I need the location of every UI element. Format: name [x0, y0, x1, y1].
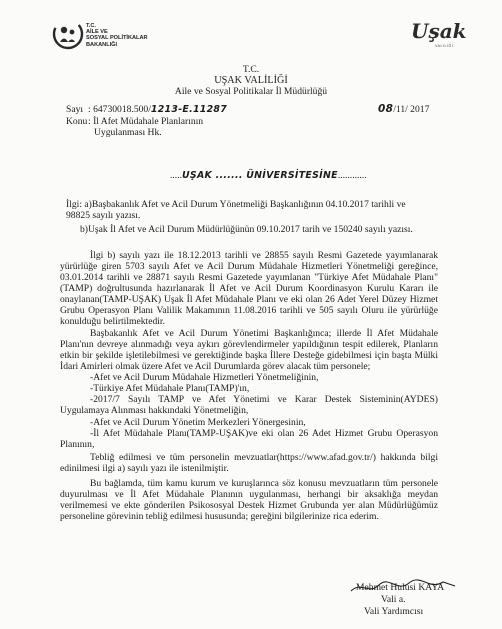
- heading-mudurluk: Aile ve Sosyal Politikalar İl Müdürlüğü: [174, 86, 328, 97]
- paragraph-3: Tebliğ edilmesi ve tüm personelin mevzuatlar(https://www.afad.gov.tr/) hakkında bilgi edinilmesi ilgi a) sayılı yazı ile istenilmiştir.: [60, 452, 438, 474]
- ilgi-b: b)Uşak İl Afet ve Acil Durum Müdürlüğünün 09.10.2017 tarih ve 150240 sayılı yazısı.: [80, 224, 413, 235]
- list-item-4: -Afet ve Acil Durum Yönetim Merkezleri Yönergesinin,: [90, 417, 306, 428]
- addressee: [170, 170, 367, 181]
- logo-line-2: SOSYAL POLİTİKALAR: [86, 35, 148, 42]
- sayi-handwritten: 1213-E.11287: [150, 104, 228, 115]
- list-item-2: -Türkiye Afet Müdahale Planı(TAMP)'ın,: [90, 383, 250, 394]
- addressee-dots-after: ............: [337, 170, 367, 181]
- date-handwritten: 08: [378, 103, 394, 115]
- konu-value-2: Uygulanması Hk.: [94, 127, 162, 138]
- ilgi-a-line-2: 98825 sayılı yazısı.: [66, 210, 141, 221]
- usak-logo: [411, 14, 471, 52]
- konu-label: Konu: [66, 116, 88, 127]
- signature-name: Mehmet Hulusi KAYA: [356, 582, 445, 593]
- heading-tc: T.C.: [242, 64, 260, 75]
- sayi-value: [88, 104, 227, 115]
- ministry-logo: [52, 14, 172, 56]
- sayi-number: : 64730018.500/: [88, 104, 151, 115]
- konu-value: : İl Afet Müdahale Planlarının: [88, 116, 204, 127]
- signature-title-2: Vali Yardımcısı: [364, 606, 424, 617]
- addressee-dots-before: .....: [170, 170, 182, 181]
- usak-logo-word: Uşak: [411, 19, 467, 43]
- addressee-handwritten: UŞAK ....... ÜNİVERSİTESİNE: [182, 170, 338, 181]
- paragraph-1: İlgi b) sayılı yazı ile 18.12.2013 tarihli ve 28855 sayılı Resmi Gazetede yayımlanarak yürürlüğe giren 5703 sayılı Afet ve Acil Durum Müdahale Hizmetleri Yönetmeliği gereğince, 03.01.2014 tarihli ve 28871 sayılı Resmi Gazetede yayımlanan "Türkiye Afet Müdahale Planı"(TAMP) doğrultusunda hazırlanarak İl Afet ve Acil Durum Koordinasyon Kurulu Kararı ile onaylanan(TAMP-UŞAK) Uşak İl Afet Müdahale Planı ve eki olan 26 Adet Yerel Düzey Hizmet Grubu Operasyon Planı Valilik Makamının 11.08.2016 tarihli ve 505 sayılı Oluru ile yürürlüğe konulduğu belirtilmektedir.: [60, 250, 438, 327]
- family-logo-icon: [52, 18, 84, 50]
- heading-valilik: UŞAK VALİLİĞİ: [214, 75, 288, 86]
- signature-title-1: Vali a.: [381, 594, 406, 605]
- paragraph-4: Bu bağlamda, tüm kamu kurum ve kuruşlarınca söz konusu mevzuatların tüm personele duyurulması ve İl Afet Müdahale Planının uygulanması, herhangi bir aksaklığa meydan verilmemesi ve ekte gönderilen Psikososyal Destek Hizmet Grubunda yer alan Müdürlüğümüz personeline görevinin tebliğ edilmesi hususunda; gereğini bilgilerinize rica ederim.: [60, 478, 438, 522]
- logo-line-3: BAKANLIĞI: [86, 41, 118, 48]
- date-rest: /11/ 2017: [393, 104, 430, 115]
- document-date: [378, 104, 429, 115]
- list-item-3: -2017/7 Sayılı TAMP ve Afet Yönetimi ve Karar Destek Sisteminin(AYDES) Uygulamaya Alınması hakkındaki Yönetmeliğin,: [60, 394, 438, 416]
- logo-line-1: AİLE VE: [86, 29, 108, 36]
- logo-small-text: T.C.: [86, 23, 96, 29]
- sayi-label: Sayı: [66, 104, 84, 115]
- list-item-1: -Afet ve Acil Durum Müdahale Hizmetleri Yönetmeliğinin,: [90, 372, 319, 383]
- usak-logo-sub: VALİLİĞİ: [435, 44, 454, 48]
- list-item-5: -İl Afet Müdahale Planı(TAMP-UŞAK)ve eki olan 26 Adet Hizmet Grubu Operasyon Planının,: [60, 428, 438, 450]
- paragraph-2: Başbakanlık Afet ve Acil Durum Yönetimi Başkanlığınca; illerde İl Afet Müdahale Planı'nın devreye alınmadığı veya aykırı görevlendirmeler yapıldığının tespit edilerek, Planların etkin bir şekilde işletilebilmesi ve gerektiğinde başka İllere Desteğe gidebilmesi için başta Mülki İdari Amirleri olmak üzere Afet ve Acil Durumlarda görev alacak tüm personele;: [60, 328, 438, 372]
- ilgi-a: İlgi: a)Başbakanlık Afet ve Acil Durum Yönetmeliği Başkanlığının 04.10.2017 tarihli ve: [66, 199, 406, 210]
